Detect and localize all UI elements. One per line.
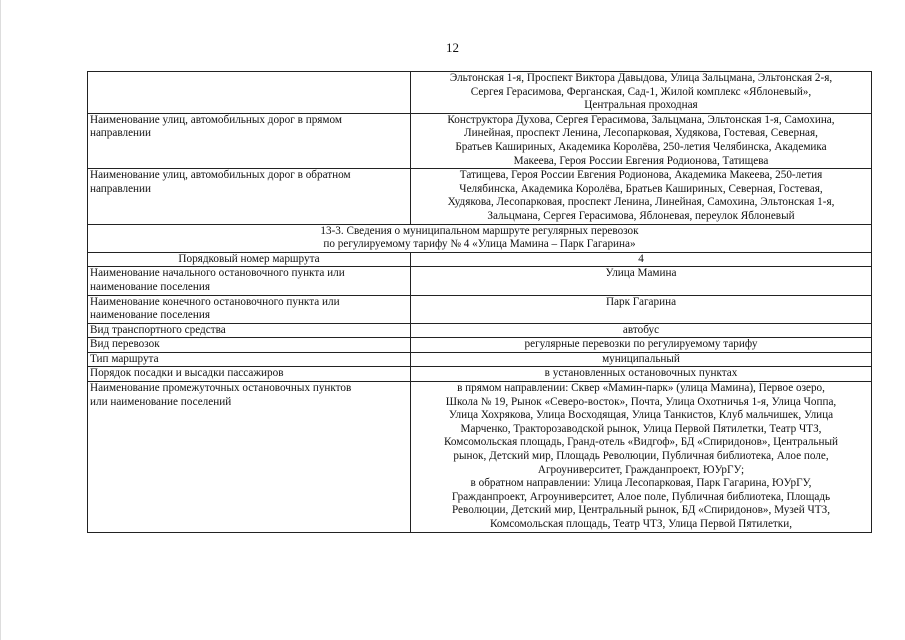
route-row-label-line: Порядковый номер маршрута [178,252,320,265]
table-row [88,72,872,114]
row-label [88,169,411,224]
route-row-label [88,267,411,295]
route-row-value [411,252,872,267]
route-row-value-line: Улица Хохрякова, Улица Восходящая, Улица Танкистов, Клуб мальчишек, Улица [448,409,834,422]
route-row-value [411,267,872,295]
route-row-value-line: Комсомольская площадь, Театр ЧТЗ, Улица Первой Пятилетки, [489,518,793,530]
route-row-value-line: автобус [622,323,660,336]
section-title-row [88,224,872,252]
route-info-table [87,71,872,533]
row-value-line: Братьев Кашириных, Академика Королёва, 250-летия Челябинска, Академика [455,140,827,153]
route-info-table-body [88,72,872,533]
route-row-label [88,382,411,533]
route-row-value-line: Революции, Детский мир, Центральный рынок, БД «Спиридонов», Музей ЧТЗ, [451,504,831,517]
row-label [88,72,411,114]
route-row-label-line: Наименование конечного остановочного пункта или [90,295,340,308]
row-value-line: Линейная, проспект Ленина, Лесопарковая, Худякова, Гостевая, Северная, [464,127,818,140]
route-row-value-line: Парк Гагарина [605,295,677,308]
row-label-line: направлении [90,182,151,195]
row-value-line: Худякова, Лесопарковая, проспект Ленина, Линейная, Самохина, Эльтонская 1-я, [447,196,835,209]
page-number: 12 [446,40,459,55]
table-row [88,267,872,295]
section-title-line: 13-3. Сведения о муниципальном маршруте регулярных перевозок [320,224,639,237]
route-row-value-line: Агроуниверситет, Гражданпроект, ЮУрГУ; [537,463,745,476]
row-value-line: Центральная проходная [584,99,698,112]
table-row [88,323,872,338]
row-value [411,169,872,224]
route-row-label [88,367,411,382]
row-label-line: Наименование улиц, автомобильных дорог в прямом [90,113,342,126]
route-row-value-line: Школа № 19, Рынок «Северо-восток», Почта, Улица Охотничья 1-я, Улица Чоппа, [445,395,837,408]
route-row-label-line: Наименование промежуточных остановочных пунктов [90,382,352,395]
row-value [411,72,872,114]
table-row [88,352,872,367]
route-row-label-line: Тип маршрута [90,352,159,365]
row-label-line: Наименование улиц, автомобильных дорог в обратном [90,169,351,182]
route-row-label-line: или наименование поселений [90,395,232,408]
route-row-label-line: Вид перевозок [90,338,160,351]
route-row-value-line: в установленных остановочных пунктах [544,367,738,380]
section-title [88,224,872,252]
table-row [88,295,872,323]
row-label-line: направлении [90,127,151,140]
route-row-label-line: наименование поселения [90,309,210,322]
route-row-value-line: в прямом направлении: Сквер «Мамин-парк» (улица Мамина), Первое озеро, [457,382,825,395]
route-row-value-line: 4 [638,252,644,265]
row-label [88,113,411,168]
route-row-value [411,367,872,382]
row-value-line: Татищева, Героя России Евгения Родионова, Академика Макеева, 250-летия [459,169,823,182]
table-row [88,113,872,168]
route-row-label-line: Вид транспортного средства [90,323,226,336]
route-row-value [411,382,872,533]
route-row-label [88,252,411,267]
route-row-value-line: Гражданпроект, Агроуниверситет, Алое поле, Публичная библиотека, Площадь [451,490,831,503]
route-row-value [411,352,872,367]
route-row-value [411,295,872,323]
table-row [88,382,872,533]
route-row-value-line: Марченко, Тракторозаводской рынок, Улица Первой Пятилетки, Театр ЧТЗ, [460,422,822,435]
route-row-value-line: Улица Мамина [605,267,677,280]
route-row-label-line: Порядок посадки и высадки пассажиров [90,367,284,380]
table-row [88,252,872,267]
route-row-label-line: наименование поселения [90,280,210,293]
section-title-line: по регулируемому тарифу № 4 «Улица Мамина – Парк Гагарина» [323,238,636,251]
row-value-line: Челябинска, Академика Королёва, Братьев Кашириных, Северная, Гостевая, [459,182,823,195]
route-row-label [88,352,411,367]
route-row-value [411,338,872,353]
row-value-line: Конструктора Духова, Сергея Герасимова, Зальцмана, Эльтонская 1-я, Самохина, [447,113,835,126]
route-row-value-line: рынок, Детский мир, Площадь Революции, Публичная библиотека, Алое поле, [453,450,829,463]
scan-edge-line [0,0,1,640]
route-row-label-line: Наименование начального остановочного пункта или [90,267,345,280]
route-row-value-line: регулярные перевозки по регулируемому тарифу [524,338,758,351]
row-value-line: Макеева, Героя России Евгения Родионова, Татищева [513,154,769,167]
route-row-label [88,295,411,323]
route-row-label [88,338,411,353]
table-row [88,338,872,353]
table-row [88,169,872,224]
route-row-value [411,323,872,338]
row-value-line: Зальцмана, Сергея Герасимова, Яблоневая, переулок Яблоневый [487,209,795,222]
row-value-line: Эльтонская 1-я, Проспект Виктора Давыдова, Улица Зальцмана, Эльтонская 2-я, [449,72,833,84]
route-row-value-line: муниципальный [602,352,680,365]
route-row-value-line: в обратном направлении: Улица Лесопарковая, Парк Гагарина, ЮУрГУ, [470,477,812,490]
route-row-label [88,323,411,338]
route-row-value-line: Комсомольская площадь, Гранд-отель «Видгоф», БД «Спиридонов», Центральный [443,436,839,449]
table-row [88,367,872,382]
row-value-line: Сергея Герасимова, Ферганская, Сад-1, Жилой комплекс «Яблоневый», [470,85,812,98]
row-value [411,113,872,168]
